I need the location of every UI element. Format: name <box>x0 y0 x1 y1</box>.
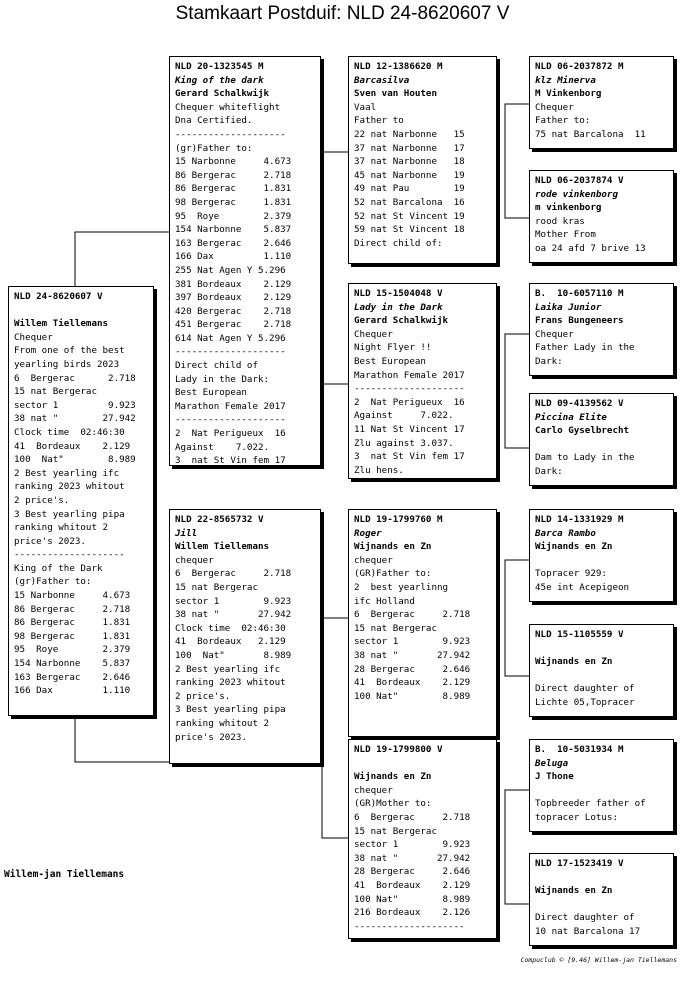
info-line: Chequer <box>354 328 393 340</box>
info-line: 49 nat Pau 19 <box>354 183 465 195</box>
info-line: chequer <box>175 554 214 566</box>
breeder-name: Gerard Schalkwijk <box>175 88 270 100</box>
info-line <box>535 438 669 452</box>
info-line: Best European <box>354 355 426 367</box>
footer-owner-name: Willem-jan Tiellemans <box>4 869 125 880</box>
pedigree-card-mf-mother <box>529 624 674 717</box>
pedigree-card-mm-father <box>529 739 674 832</box>
info-line: 59 nat St Vincent 18 <box>354 224 465 236</box>
info-line: Father Lady in the <box>535 342 635 354</box>
pigeon-name: Barcasilva <box>354 74 410 86</box>
pigeon-name: Laika Junior <box>535 301 602 313</box>
info-line: price's 2023. <box>175 731 247 743</box>
breeder-name: J Thone <box>535 771 574 783</box>
info-line: Night Flyer !! <box>354 342 432 354</box>
info-line: Against 7.022. <box>175 441 270 453</box>
info-line: 154 Narbonne 5.837 <box>14 658 131 670</box>
info-line: 451 Bergerac 2.718 <box>175 319 292 331</box>
info-line: King of the Dark <box>14 562 103 574</box>
info-line: 381 Bordeaux 2.129 <box>175 278 292 290</box>
info-line: Marathon Female 2017 <box>354 369 465 381</box>
info-line: 2 Best yearling ifc <box>14 467 120 479</box>
info-line: 3 Best yearling pipa <box>175 704 286 716</box>
info-line: Chequer whiteflight <box>175 101 281 113</box>
pedigree-card-mother <box>169 509 321 764</box>
breeder-name: Wijnands en Zn <box>535 885 613 897</box>
pedigree-card-father <box>169 56 321 466</box>
info-line: 22 nat Narbonne 15 <box>354 128 465 140</box>
ring-number: NLD 15-1504048 V <box>354 288 443 299</box>
ring-number: NLD 19-1799800 V <box>354 744 443 755</box>
pigeon-name: Roger <box>354 527 382 539</box>
ring-number: NLD 12-1386620 M <box>354 61 443 72</box>
info-line: 15 nat Bergerac <box>175 581 258 593</box>
software-credit: Compuclub © [9.46] Willem-jan Tiellemans <box>520 956 677 964</box>
pedigree-card-mother-mother <box>348 739 497 939</box>
breeder-name: M Vinkenborg <box>535 88 602 100</box>
info-line: 15 Narbonne 4.673 <box>14 590 131 602</box>
info-line: Lichte 05,Topracer <box>535 696 635 708</box>
info-line: 6 Bergerac 2.718 <box>354 811 471 823</box>
info-line: 10 nat Barcalona 17 <box>535 925 641 937</box>
info-line: 100 Nat" 8.989 <box>354 690 471 702</box>
info-line: 100 Nat" 8.989 <box>175 649 292 661</box>
info-line: 11 Nat St Vincent 17 <box>354 423 465 435</box>
info-line: ranking 2023 whitout <box>175 677 286 689</box>
info-line: oa 24 afd 7 brive 13 <box>535 242 646 254</box>
info-line: Direct daughter of <box>535 912 635 924</box>
ring-number: NLD 06-2037874 V <box>535 175 624 186</box>
ring-number: NLD 14-1331929 M <box>535 514 624 525</box>
info-line: Clock time 02:46:30 <box>175 622 286 634</box>
pigeon-name <box>354 757 492 771</box>
info-line: 420 Bergerac 2.718 <box>175 305 292 317</box>
info-line: -------------------- <box>175 128 286 140</box>
breeder-name: Wijnands en Zn <box>535 541 613 553</box>
info-line: 41 Bordeaux 2.129 <box>175 636 286 648</box>
info-line: -------------------- <box>175 346 286 358</box>
info-line: Against 7.022. <box>354 410 454 422</box>
info-line: -------------------- <box>14 549 125 561</box>
info-line: 2 best yearlinng <box>354 581 449 593</box>
info-line <box>535 898 669 912</box>
info-line: 28 Bergerac 2.646 <box>354 866 471 878</box>
info-line <box>535 784 669 798</box>
info-line: 166 Dax 1.110 <box>14 685 131 697</box>
breeder-name: Willem Tiellemans <box>175 541 270 553</box>
pigeon-name: King of the dark <box>175 74 264 86</box>
info-line: 2 price's. <box>14 494 70 506</box>
pigeon-name <box>535 871 669 885</box>
info-line: Father to <box>354 115 404 127</box>
info-line: 37 nat Narbonne 17 <box>354 142 465 154</box>
pedigree-card-mm-mother <box>529 853 674 946</box>
breeder-name: Gerard Schalkwijk <box>354 315 449 327</box>
info-line: 98 Bergerac 1.831 <box>175 196 292 208</box>
pigeon-name <box>535 642 669 656</box>
info-line: 28 Bergerac 2.646 <box>354 663 471 675</box>
info-line: Chequer <box>535 101 574 113</box>
info-line: Dark: <box>535 465 563 477</box>
info-line: Clock time 02:46:30 <box>14 426 125 438</box>
info-line: sector 1 9.923 <box>354 839 471 851</box>
pedigree-card-fm-mother <box>529 393 674 486</box>
info-line: ranking 2023 whitout <box>14 481 125 493</box>
info-line: 3 nat St Vin fem 17 <box>175 455 286 466</box>
info-line: 38 nat " 27.942 <box>14 413 136 425</box>
info-line: 41 Bordeaux 2.129 <box>14 440 131 452</box>
info-line: Vaal <box>354 101 377 113</box>
info-line: 52 nat Barcalona 16 <box>354 196 465 208</box>
pedigree-card-father-mother <box>348 283 497 479</box>
pedigree-card-mother-father <box>348 509 497 737</box>
info-line: Chequer <box>14 331 53 343</box>
pedigree-card-ff-mother <box>529 170 674 263</box>
info-line: 100 Nat" 8.989 <box>354 893 471 905</box>
ring-number: NLD 09-4139562 V <box>535 398 624 409</box>
info-line: 98 Bergerac 1.831 <box>14 630 131 642</box>
info-line: ifc Holland <box>354 595 415 607</box>
info-line: 216 Bordeaux 2.126 <box>354 907 471 919</box>
pedigree-card-ff-father <box>529 56 674 149</box>
ring-number: NLD 17-1523419 V <box>535 858 624 869</box>
info-line: 41 Bordeaux 2.129 <box>354 879 471 891</box>
info-line: 95 Roye 2.379 <box>14 644 131 656</box>
info-line: price's 2023. <box>14 535 86 547</box>
breeder-name: Frans Bungeneers <box>535 315 624 327</box>
pedigree-card-subject <box>8 286 154 716</box>
info-line: 41 Bordeaux 2.129 <box>354 677 471 689</box>
pigeon-name: Barca Rambo <box>535 527 596 539</box>
info-line: 45 nat Narbonne 19 <box>354 169 465 181</box>
info-line: Dark: <box>535 355 563 367</box>
info-line: Mother From <box>535 229 596 241</box>
pigeon-name: Beluga <box>535 757 569 769</box>
ring-number: NLD 22-8565732 V <box>175 514 264 525</box>
info-line: 38 nat " 27.942 <box>175 609 292 621</box>
page-title: Stamkaart Postduif: NLD 24-8620607 V <box>175 3 510 24</box>
breeder-name: Willem Tiellemans <box>14 318 109 330</box>
pigeon-name: Piccina Elite <box>535 411 607 423</box>
info-line: 15 nat Bergerac <box>354 825 437 837</box>
info-line: 100 Nat" 8.989 <box>14 454 136 466</box>
info-line: 75 nat Barcalona 11 <box>535 128 646 140</box>
info-line: 6 Bergerac 2.718 <box>175 568 292 580</box>
info-line: sector 1 9.923 <box>14 399 136 411</box>
info-line: 15 nat Bergerac <box>14 386 97 398</box>
info-line: Topbreeder father of <box>535 798 646 810</box>
info-line: 3 nat St Vin fem 17 <box>354 451 465 463</box>
breeder-name: Sven van Houten <box>354 88 437 100</box>
info-line: 38 nat " 27.942 <box>354 852 471 864</box>
info-line: chequer <box>354 784 393 796</box>
info-line: ranking whitout 2 <box>14 522 109 534</box>
breeder-name: Carlo Gyselbrecht <box>535 425 630 437</box>
info-line: 37 nat Narbonne 18 <box>354 156 465 168</box>
breeder-name: m vinkenborg <box>535 202 602 214</box>
info-line: Direct child of <box>175 360 258 372</box>
info-line: 86 Bergerac 2.718 <box>175 169 292 181</box>
info-line: 163 Bergerac 2.646 <box>14 671 131 683</box>
pedigree-card-father-father <box>348 56 497 264</box>
info-line: 52 nat St Vincent 19 <box>354 210 465 222</box>
info-line: 15 nat Bergerac <box>354 622 437 634</box>
info-line: 86 Bergerac 2.718 <box>14 603 131 615</box>
info-line: yearling birds 2023 <box>14 358 120 370</box>
info-line: 163 Bergerac 2.646 <box>175 237 292 249</box>
ring-number: NLD 15-1105559 V <box>535 629 624 640</box>
info-line <box>535 669 669 683</box>
info-line: sector 1 9.923 <box>175 595 292 607</box>
info-line: 86 Bergerac 1.831 <box>14 617 131 629</box>
info-line: topracer Lotus: <box>535 811 618 823</box>
info-line: ranking whitout 2 <box>175 717 270 729</box>
info-line: Best European <box>175 387 247 399</box>
info-line: (GR)Father to: <box>354 568 432 580</box>
info-line: Direct daughter of <box>535 683 635 695</box>
ring-number: B. 10-5031934 M <box>535 744 624 755</box>
info-line: sector 1 9.923 <box>354 636 471 648</box>
ring-number: NLD 06-2037872 M <box>535 61 624 72</box>
info-line: 166 Dax 1.110 <box>175 251 292 263</box>
info-line: 2 Nat Perigueux 16 <box>175 428 286 440</box>
pedigree-card-mf-father <box>529 509 674 602</box>
pigeon-name <box>14 304 149 318</box>
info-line: Zlu hens. <box>354 464 404 476</box>
info-line: Dna Certified. <box>175 115 253 127</box>
info-line: Direct child of: <box>354 237 443 249</box>
info-line: 45e int Acepigeon <box>535 581 630 593</box>
info-line: Father to: <box>535 115 591 127</box>
info-line: 3 Best yearling pipa <box>14 508 125 520</box>
info-line: 6 Bergerac 2.718 <box>354 609 471 621</box>
info-line: Dam to Lady in the <box>535 452 635 464</box>
pigeon-name: Jill <box>175 527 198 539</box>
info-line: 95 Roye 2.379 <box>175 210 292 222</box>
info-line: 38 nat " 27.942 <box>354 649 471 661</box>
info-line: 6 Bergerac 2.718 <box>14 372 136 384</box>
info-line: 2 Nat Perigueux 16 <box>354 396 465 408</box>
info-line: (gr)Father to: <box>175 142 253 154</box>
info-line: Chequer <box>535 328 574 340</box>
info-line: -------------------- <box>354 920 465 932</box>
breeder-name: Wijnands en Zn <box>354 771 432 783</box>
info-line: 86 Bergerac 1.831 <box>175 183 292 195</box>
info-line: Topracer 929: <box>535 568 607 580</box>
info-line: 2 price's. <box>175 690 231 702</box>
pigeon-name: Lady in the Dark <box>354 301 443 313</box>
info-line: 255 Nat Agen Y 5.296 <box>175 264 286 276</box>
pigeon-name: klz Minerva <box>535 74 596 86</box>
info-line: (gr)Father to: <box>14 576 92 588</box>
info-line: -------------------- <box>354 383 465 395</box>
info-line: 15 Narbonne 4.673 <box>175 156 292 168</box>
ring-number: NLD 19-1799760 M <box>354 514 443 525</box>
info-line: -------------------- <box>175 414 286 426</box>
info-line: chequer <box>354 554 393 566</box>
info-line: (GR)Mother to: <box>354 798 432 810</box>
pigeon-name: rode vinkenborg <box>535 188 618 200</box>
info-line <box>535 554 669 568</box>
info-line: 614 Nat Agen Y 5.296 <box>175 332 286 344</box>
info-line: Lady in the Dark: <box>175 373 270 385</box>
info-line: Zlu against 3.037. <box>354 437 454 449</box>
ring-number: NLD 20-1323545 M <box>175 61 264 72</box>
info-line: 2 Best yearling ifc <box>175 663 281 675</box>
ring-number: NLD 24-8620607 V <box>14 291 103 302</box>
info-line: rood kras <box>535 215 585 227</box>
info-line: Marathon Female 2017 <box>175 400 286 412</box>
ring-number: B. 10-6057110 M <box>535 288 624 299</box>
info-line: 397 Bordeaux 2.129 <box>175 292 292 304</box>
breeder-name: Wijnands en Zn <box>354 541 432 553</box>
info-line: From one of the best <box>14 345 125 357</box>
breeder-name: Wijnands en Zn <box>535 656 613 668</box>
pedigree-card-fm-father <box>529 283 674 376</box>
info-line: 154 Narbonne 5.837 <box>175 224 292 236</box>
